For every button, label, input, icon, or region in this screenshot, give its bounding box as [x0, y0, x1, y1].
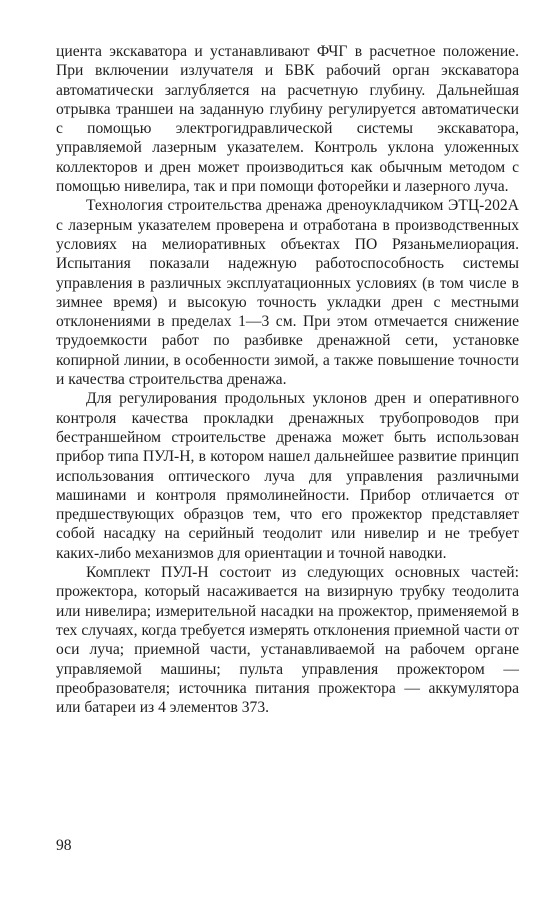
paragraph-4: Комплект ПУЛ-Н состоит из следующих основных частей: прожектора, который насаживается на визирную трубку теодолита или нивелира; измерительной насадки на прожектор, применяемой в тех случаях, когда требуется измерять отклонения приемной части от оси луча; приемной части, устанавливаемой на рабочем органе управляемой машины; пульта управления прожектором — преобразователя; источника питания прожектора — аккумулятора или батареи из 4 элементов 373. [56, 564, 519, 717]
paragraph-3: Для регулирования продольных уклонов дрен и оперативного контроля качества прокладки дренажных трубопроводов при бестраншейном строительстве дренажа может быть использован прибор типа ПУЛ-Н, в котором нашел дальнейшее развитие принцип использования оптического луча для управления различными машинами и контроля прямолинейности. Прибор отличается от предшествующих образцов тем, что его прожектор представляет собой насадку на серийный теодолит или нивелир и не требует каких-либо механизмов для ориентации и точной наводки. [56, 390, 519, 562]
paragraph-2: Технология строительства дренажа дреноукладчиком ЭТЦ-202А с лазерным указателем проверена и отработана в производственных условиях на мелиоративных объектах ПО Рязаньмелиорация. Испытания показали надежную работоспособность системы управления в различных эксплуатационных условиях (в том числе в зимнее время) и высокую точность укладки дрен с местными отклонениями в пределах 1—3 см. При этом отмечается снижение трудоемкости работ по разбивке дренажной сети, установке копирной линии, в особенности зимой, а также повышение точности и качества строительства дренажа. [56, 197, 519, 389]
page-number: 98 [56, 837, 72, 854]
page-body [56, 42, 519, 717]
paragraph-1: циента экскаватора и устанавливают ФЧГ в расчетное положение. При включении излучателя и БВК рабочий орган экскаватора автоматически заглубляется на расчетную глубину. Дальнейшая отрывка траншеи на заданную глубину регулируется автоматически с помощью электрогидравлической системы экскаватора, управляемой лазерным указателем. Контроль уклона уложенных коллекторов и дрен может производиться как обычным методом с помощью нивелира, так и при помощи фотορейки и лазерного луча. [56, 43, 519, 196]
